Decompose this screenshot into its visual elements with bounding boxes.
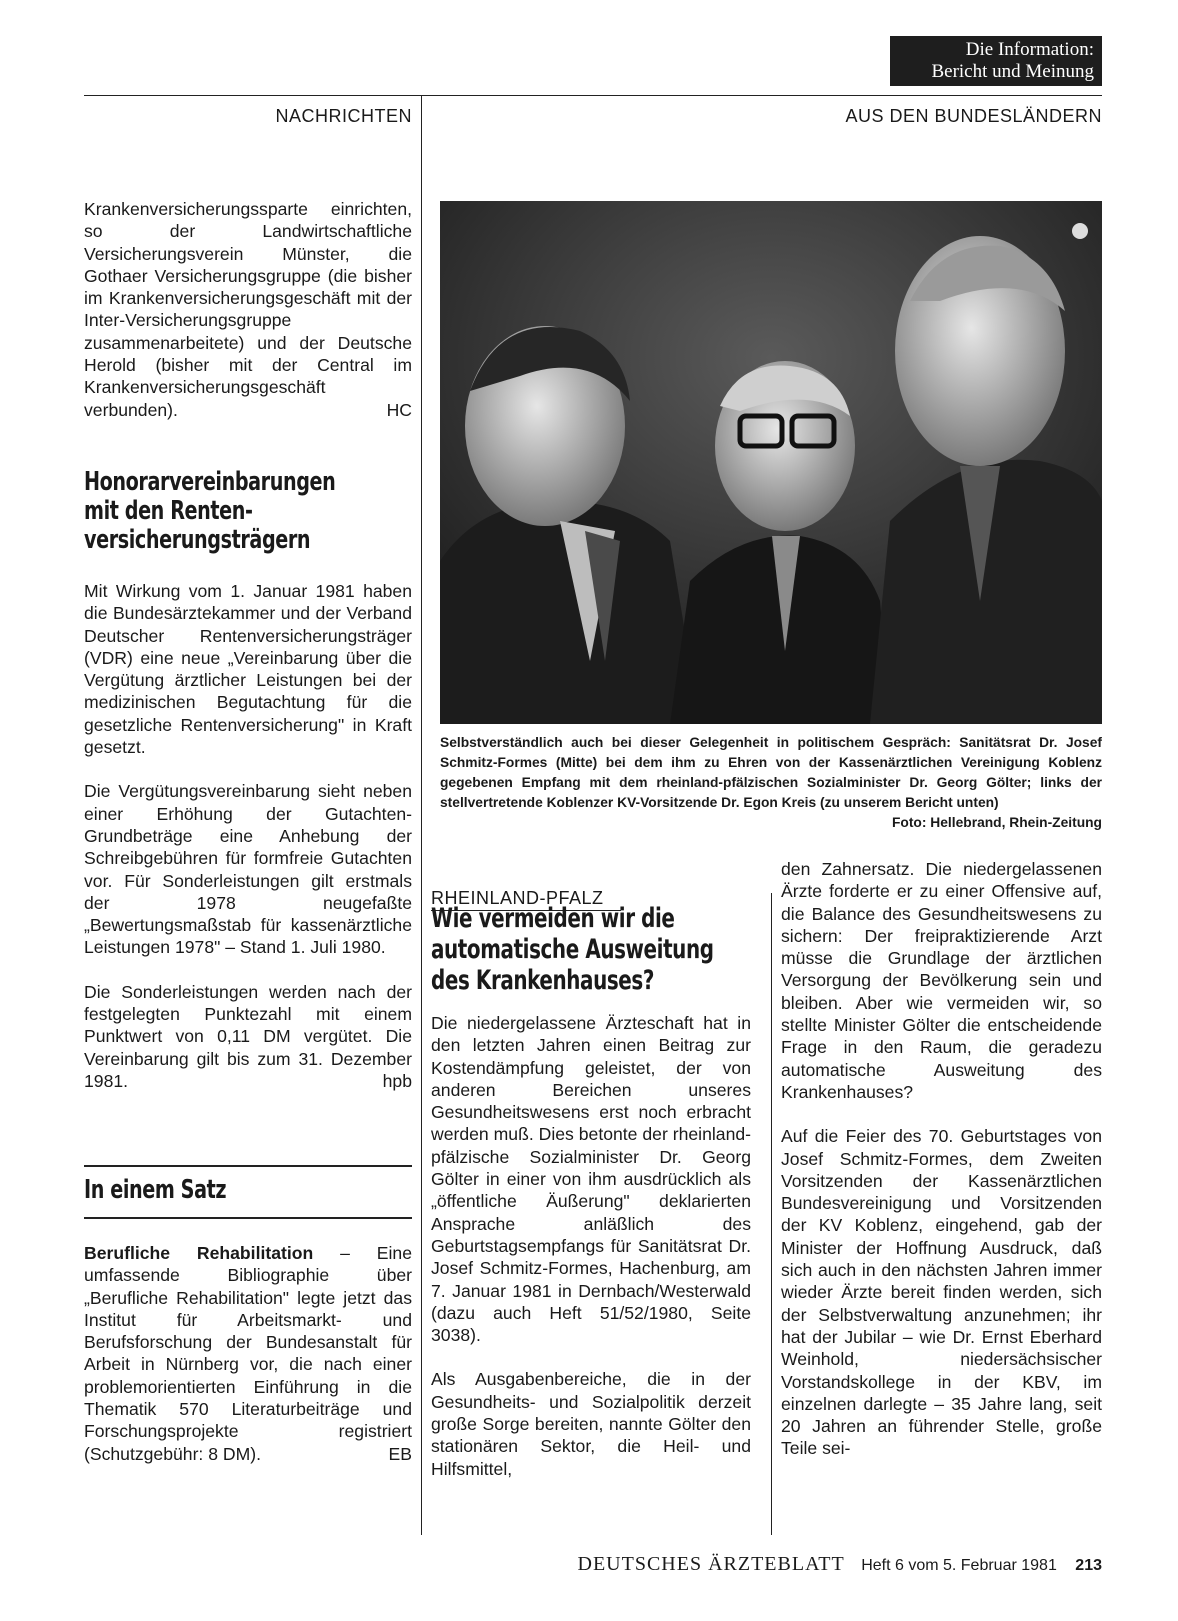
column-divider (421, 95, 422, 1535)
article-headline-line3: des Krankenhauses? (431, 965, 655, 996)
photo-credit: Foto: Hellebrand, Rhein-Zeitung (891, 815, 1102, 830)
satz-text: – Eine umfassende Bibliographie über „Berufliche Rehabilitation" legte jetzt das Institut für Arbeitsmarkt- und Berufsforschung der Bundesanstalt für Arbeit in Nürnberg vor, die nach einer problemorientierten Einführung in die Thematik 570 Literaturbeiträge und Forschungsprojekte registriert (Schutzgebühr: 8 DM). (84, 1243, 412, 1464)
article-rubric: RHEINLAND-PFALZ (431, 888, 621, 911)
article-column-3 (781, 858, 1102, 1482)
page-number: 213 (1075, 1557, 1102, 1574)
honorar-paragraph-1: Mit Wirkung vom 1. Januar 1981 haben die Bundesärztekammer und der Verband Deutscher Rentenversicherungsträger (VDR) eine neue „Vereinbarung über die Vergütung ärztlicher Leistungen bei der medizinischen Begutachtung für die gesetzliche Rentenversicherung" in Kraft gesetzt. (84, 581, 412, 758)
corner-label-line1: Die Information: (965, 39, 1094, 60)
news-photo (440, 201, 1102, 724)
issue-info: Heft 6 vom 5. Februar 1981 (861, 1557, 1057, 1574)
author-sig-hc: HC (386, 399, 412, 420)
honorar-article (84, 580, 412, 1114)
article-headline-line1: Wie vermeiden wir die (431, 903, 675, 934)
article-headline-line2: automatische Ausweitung (431, 934, 714, 965)
magazine-name: DEUTSCHES ÄRZTEBLATT (577, 1553, 845, 1575)
headline-satz (84, 1176, 412, 1205)
divider-satz-bottom (84, 1217, 412, 1219)
article-column-2 (431, 1012, 751, 1502)
section-label-right: AUS DEN BUNDESLÄNDERN (845, 106, 1102, 126)
author-sig-hpb: hpb (382, 1070, 412, 1091)
corner-label-line2: Bericht und Meinung (931, 61, 1094, 82)
article-paragraph-4: Auf die Feier des 70. Geburtstages von Josef Schmitz-Formes, dem Zweiten Vorsitzenden der Kassenärztlichen Bundesvereinigung und Vorsitzenden der KV Koblenz, eingehend, gab der Minister der Hoffnung Ausdruck, daß sich auch in den nächsten Jahren immer wieder Ärzte bereit finden werden, sich der Selbstverwaltung anzunehmen; ihr hat der Jubilar – wie Dr. Ernst Eberhard Weinhold, niedersächsischer Vorstandskollege in der KBV, im einzelnen darlegte – 35 Jahre lang, seit 20 Jahren an führender Stelle, große Teile sei- (781, 1126, 1102, 1459)
column-divider-right (771, 893, 772, 1535)
article-paragraph-3: den Zahnersatz. Die niedergelassenen Ärzte forderte er zu einer Offensive auf, die Balance des Gesundheitswesens zu sichern: Der freipraktizierende Arzt müsse die Grundlage der ärztlichen Versorgung der Bevölkerung sein und bleiben. Aber wie vermeiden wir, so stellte Minister Gölter die entscheidende Frage in den Raum, die geradezu automatische Ausweitung des Krankenhauses? (781, 859, 1102, 1102)
photo-caption-text: Selbstverständlich auch bei dieser Gelegenheit in politischem Gespräch: Sanitätsrat Dr. Josef Schmitz-Formes (Mitte) bei dem ihm zu Ehren von der Kassenärztlichen Vereinigung Koblenz gegebenen Empfang mit dem rheinland-pfälzischen Sozialminister Dr. Georg Gölter; links der stellvertretende Koblenzer KV-Vorsitzende Dr. Egon Kreis (zu unserem Bericht unten) (440, 735, 1102, 810)
article-headline (431, 903, 751, 996)
section-label-left: NACHRICHTEN (275, 106, 412, 126)
news-intro-text: Krankenversicherungssparte einrichten, so der Landwirtschaftliche Versicherungsverein Münster, die Gothaer Versicherungsgruppe (die bisher im Krankenversicherungsgeschäft mit der Inter-Versicherungsgruppe zusammenarbeitete) und der Deutsche Herold (bisher mit der Central im Krankenversicherungsgeschäft verbunden). (84, 199, 412, 420)
author-sig-eb: EB (388, 1443, 412, 1464)
photo-illustration (440, 201, 1102, 724)
photo-caption (440, 733, 1102, 833)
top-rule (84, 95, 1102, 96)
divider-satz-top (84, 1165, 412, 1167)
news-intro (84, 198, 412, 443)
corner-label (890, 36, 1102, 86)
page-footer (440, 1553, 1102, 1576)
headline-honorar-line2: mit den Renten- (84, 496, 253, 526)
satz-item (84, 1242, 412, 1487)
satz-lead: Berufliche Rehabilitation (84, 1243, 314, 1263)
headline-honorar (84, 468, 412, 555)
honorar-paragraph-2: Die Vergütungsvereinbarung sieht neben einer Erhöhung der Gutachten-Grundbeträge eine Anhebung der Schreibgebühren für formfreie Gutachten vor. Für Sonderleistungen gilt erstmals der 1978 neugefaßte „Bewertungsmaßstab für kassenärztliche Leistungen 1978" – Stand 1. Juli 1980. (84, 781, 412, 958)
headline-satz-text: In einem Satz (84, 1175, 227, 1205)
headline-honorar-line3: versicherungsträgern (84, 525, 311, 555)
honorar-paragraph-3: Die Sonderleistungen werden nach der festgelegten Punktezahl mit einem Punktwert von 0,11 DM vergütet. Die Vereinbarung gilt bis zum 31. Dezember 1981. (84, 981, 412, 1091)
article-paragraph-2: Als Ausgabenbereiche, die in der Gesundheits- und Sozialpolitik derzeit große Sorge bereiten, nannte Gölter den stationären Sektor, die Heil- und Hilfsmittel, (431, 1369, 751, 1479)
article-paragraph-1: Die niedergelassene Ärzteschaft hat in den letzten Jahren einen Beitrag zur Kostendämpfung geleistet, der von anderen Bereichen unseres Gesundheitswesens erst noch erbracht werden muß. Dies betonte der rheinland-pfälzische Sozialminister Dr. Georg Gölter in einer von ihm ausdrücklich als „öffentliche Äußerung" deklarierten Ansprache anläßlich des Geburtstagsempfangs für Sanitätsrat Dr. Josef Schmitz-Formes, Hachenburg, am 7. Januar 1981 in Dernbach/Westerwald (dazu auch Heft 51/52/1980, Seite 3038). (431, 1013, 751, 1346)
headline-honorar-line1: Honorarvereinbarungen (84, 467, 336, 497)
